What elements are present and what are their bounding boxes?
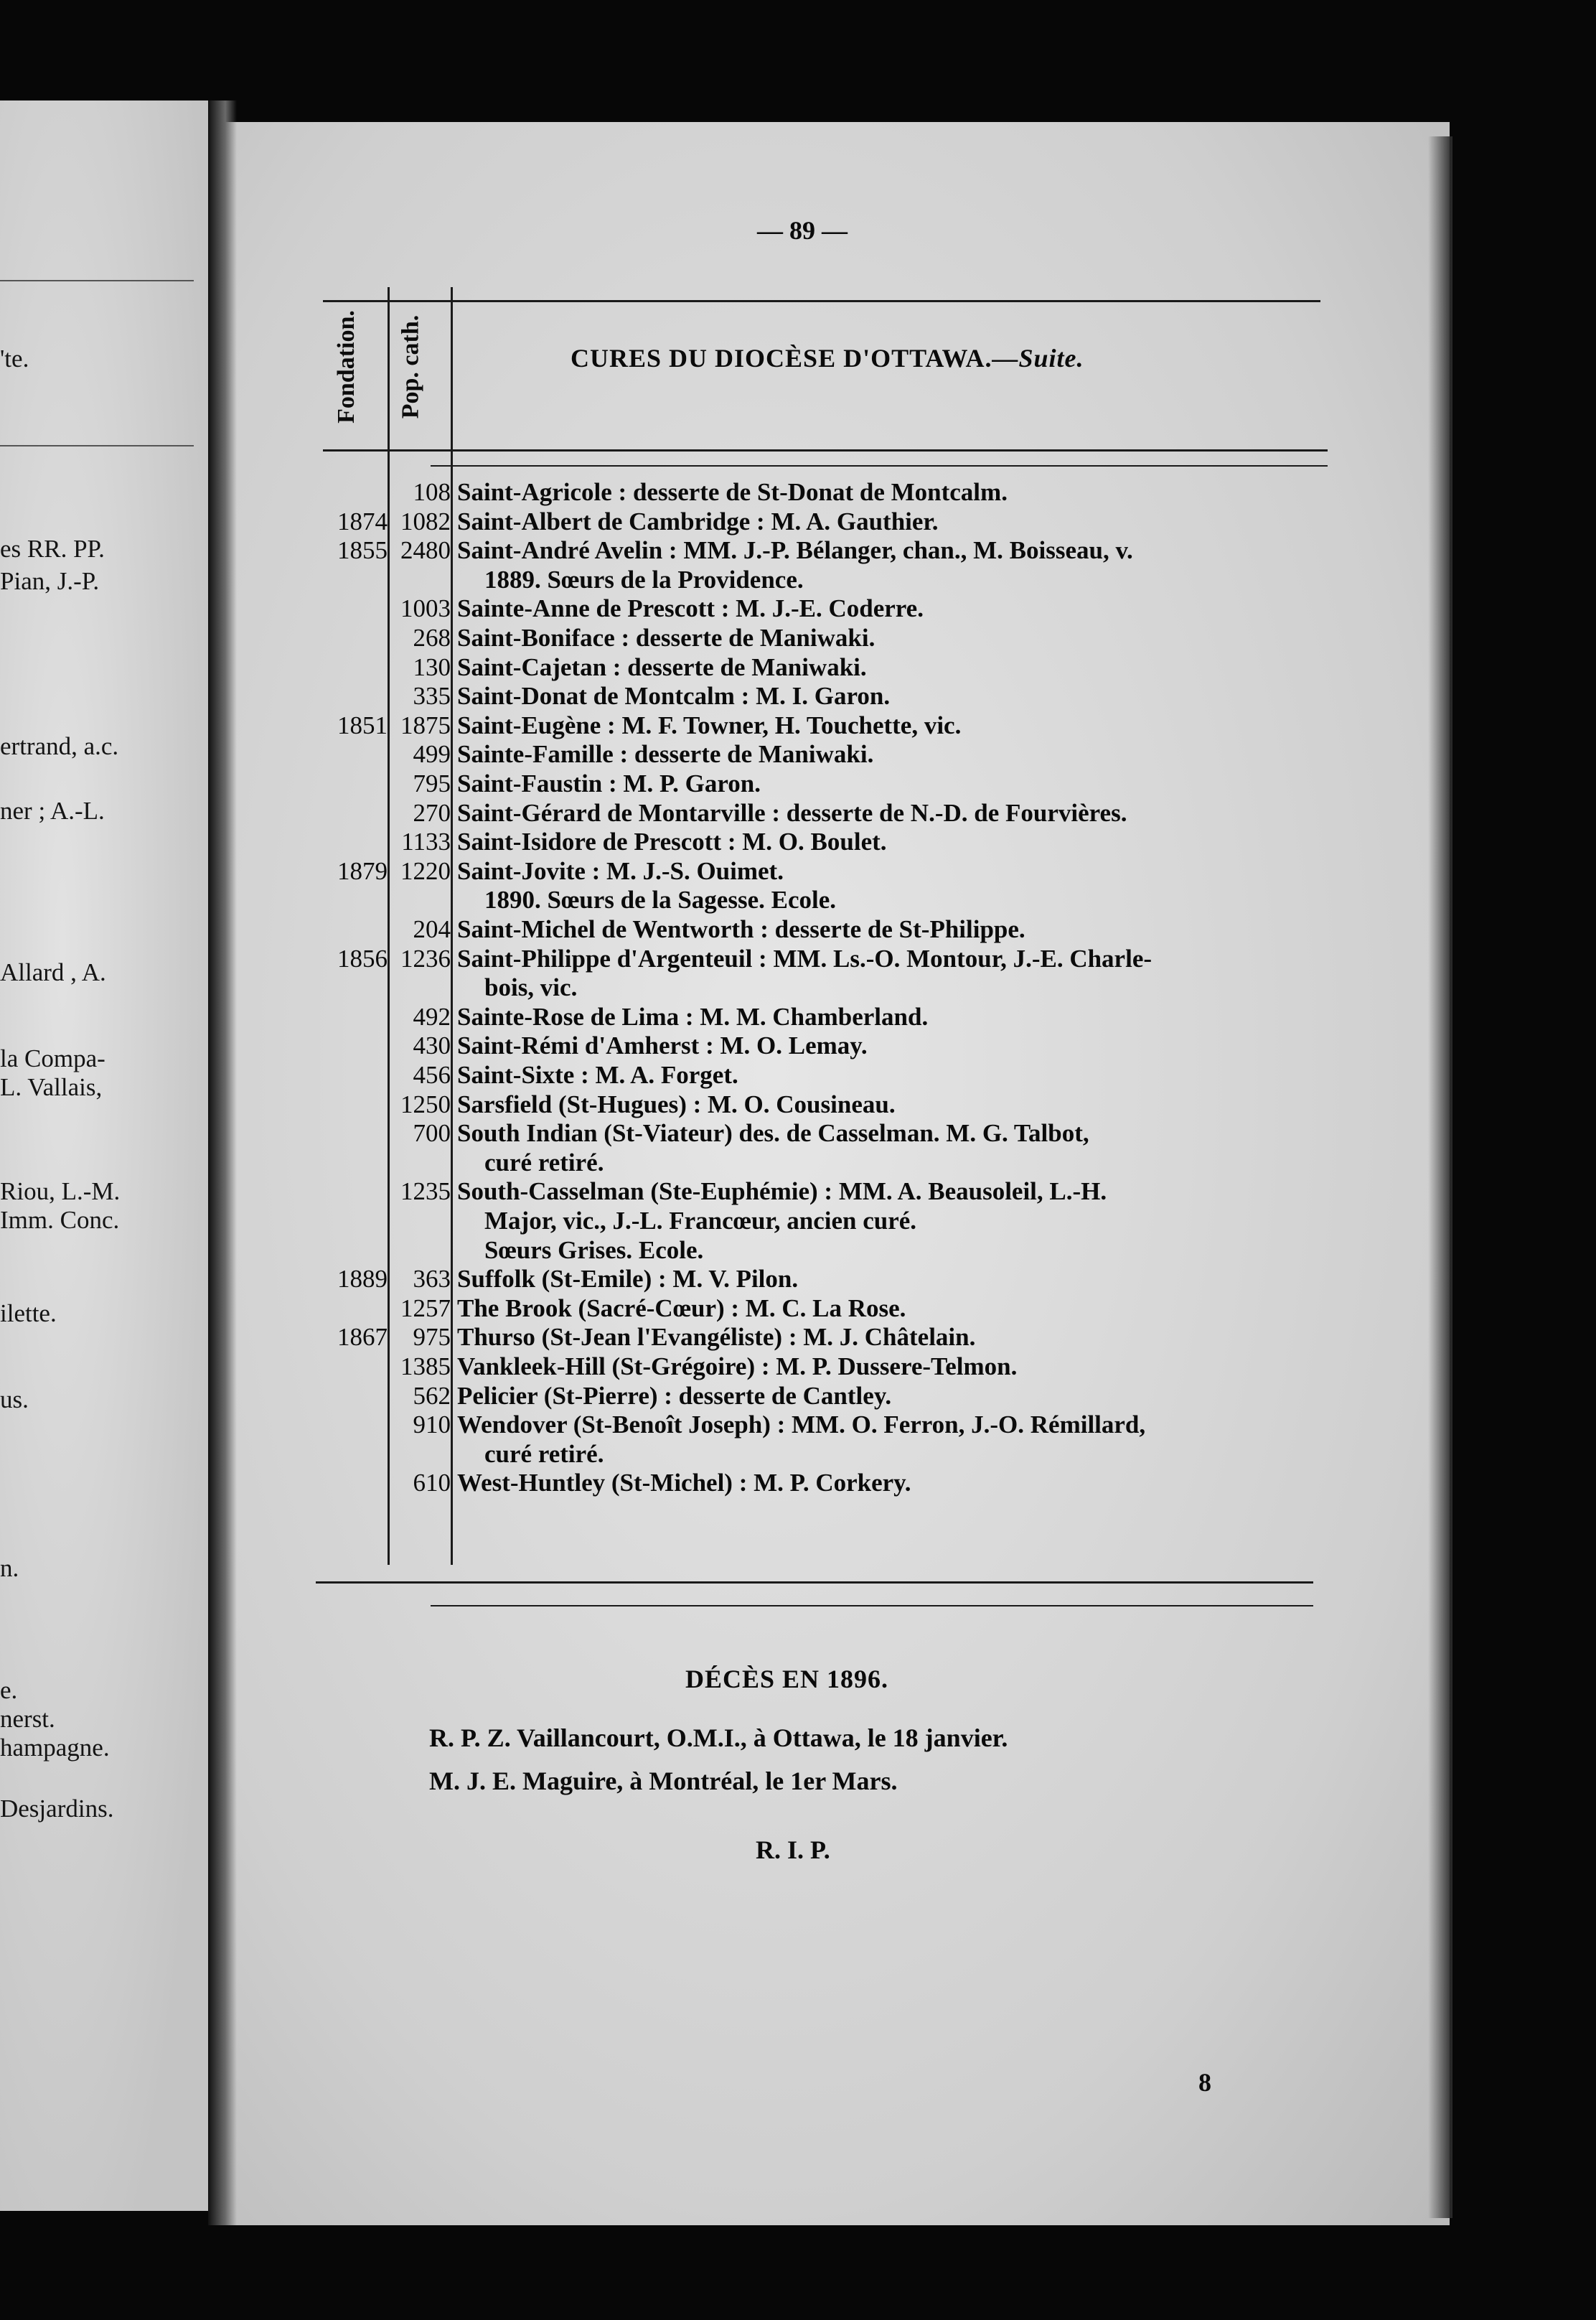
fondation-cell: 1867 (337, 1323, 388, 1351)
left-page-line: Pian, J.-P. (0, 567, 100, 595)
pop-cell: 2480 (400, 536, 451, 564)
left-page-line: Allard , A. (0, 958, 106, 986)
parish-entry: West-Huntley (St-Michel) : M. P. Corkery. (457, 1469, 911, 1497)
fondation-cell: 1889 (337, 1265, 388, 1293)
table-row (0, 1440, 1234, 1467)
pop-cell: 430 (413, 1032, 451, 1060)
title-suffix: —Suite. (992, 344, 1084, 373)
left-page-line: Riou, L.-M. (0, 1177, 121, 1205)
table-row (0, 1382, 1234, 1409)
left-page-line: nerst. (0, 1705, 55, 1733)
table-row (0, 770, 1234, 797)
pop-cell: 1385 (400, 1352, 451, 1380)
parish-entry: Major, vic., J.-L. Francœur, ancien curé. (484, 1207, 917, 1235)
table-row (0, 1119, 1234, 1146)
parish-entry: Pelicier (St-Pierre) : desserte de Cantley. (457, 1382, 892, 1410)
left-page-line: ilette. (0, 1299, 57, 1327)
parish-entry: Saint-Eugène : M. F. Towner, H. Touchette, vic. (457, 711, 962, 739)
parish-entry: Saint-Boniface : desserte de Maniwaki. (457, 624, 876, 652)
parish-entry: Saint-André Avelin : MM. J.-P. Bélanger, chan., M. Boisseau, v. (457, 536, 1133, 564)
left-page-line: la Compa- (0, 1044, 105, 1072)
parish-entry: bois, vic. (484, 973, 578, 1001)
table-row (0, 1411, 1234, 1438)
page-title (571, 343, 1084, 373)
table-row (0, 711, 1234, 739)
table-row (0, 594, 1234, 622)
table-row (0, 478, 1234, 505)
parish-entry: Saint-Philippe d'Argenteuil : MM. Ls.-O. Montour, J.-E. Charle- (457, 945, 1153, 973)
left-page-line: e. (0, 1676, 18, 1704)
pop-cell: 1257 (400, 1294, 451, 1322)
parish-entry: Saint-Michel de Wentworth : desserte de St-Philippe. (457, 915, 1025, 943)
parish-entry: Saint-Cajetan : desserte de Maniwaki. (457, 653, 867, 681)
page-edge (1428, 136, 1452, 2218)
table-row (0, 682, 1234, 709)
pop-cell: 335 (413, 682, 451, 710)
pop-cell: 270 (413, 799, 451, 827)
column-header-fondation: Fondation. (332, 310, 360, 424)
parish-entry: curé retiré. (484, 1149, 604, 1177)
fondation-cell: 1855 (337, 536, 388, 564)
table-row (0, 945, 1234, 972)
pop-cell: 1250 (400, 1090, 451, 1118)
table-row (0, 624, 1234, 651)
table-row (0, 1236, 1234, 1263)
table-row (0, 566, 1234, 593)
parish-entry: Sarsfield (St-Hugues) : M. O. Cousineau. (457, 1090, 896, 1118)
table-end-rule (316, 1581, 1313, 1584)
signature-mark: 8 (1198, 2068, 1211, 2097)
table-row (0, 915, 1234, 942)
table-row (0, 1265, 1234, 1292)
left-page-line: Imm. Conc. (0, 1206, 120, 1234)
table-row (0, 1294, 1234, 1322)
parish-entry: South-Casselman (Ste-Euphémie) : MM. A. Beausoleil, L.-H. (457, 1177, 1107, 1205)
pop-cell: 499 (413, 740, 451, 768)
table-row (0, 1469, 1234, 1496)
pop-cell: 1875 (400, 711, 451, 739)
parish-entry: Saint-Gérard de Montarville : desserte de N.-D. de Fourvières. (457, 799, 1127, 827)
pop-cell: 456 (413, 1061, 451, 1089)
fondation-cell: 1879 (337, 857, 388, 885)
parish-entry: Saint-Faustin : M. P. Garon. (457, 770, 761, 798)
header-top-rule (323, 300, 1320, 302)
table-row (0, 886, 1234, 913)
pop-cell: 1236 (400, 945, 451, 973)
table-row (0, 973, 1234, 1001)
pop-cell: 610 (413, 1469, 451, 1497)
table-row (0, 1032, 1234, 1059)
parish-entry: Thurso (St-Jean l'Evangéliste) : M. J. Châtelain. (457, 1323, 976, 1351)
fondation-cell: 1851 (337, 711, 388, 739)
parish-entry: Sainte-Famille : desserte de Maniwaki. (457, 740, 874, 768)
parish-entry: Suffolk (St-Emile) : M. V. Pilon. (457, 1265, 799, 1293)
parish-entry: Saint-Rémi d'Amherst : M. O. Lemay. (457, 1032, 868, 1060)
left-page-line: n. (0, 1554, 19, 1582)
deces-title: DÉCÈS EN 1896. (685, 1665, 889, 1693)
table-row (0, 1177, 1234, 1205)
pop-cell: 1003 (400, 594, 451, 622)
table-start-rule (431, 465, 1328, 467)
pop-cell: 108 (413, 478, 451, 506)
pop-cell: 1235 (400, 1177, 451, 1205)
pop-cell: 204 (413, 915, 451, 943)
left-page-line: 'te. (0, 345, 29, 373)
left-page-line: Desjardins. (0, 1795, 114, 1823)
parish-entry: South Indian (St-Viateur) des. de Casselman. M. G. Talbot, (457, 1119, 1089, 1147)
table-row (0, 536, 1234, 563)
parish-entry: Saint-Albert de Cambridge : M. A. Gauthier. (457, 508, 939, 535)
column-header-pop: Pop. cath. (397, 314, 424, 419)
table-row (0, 508, 1234, 535)
left-page-line: ertrand, a.c. (0, 732, 119, 760)
left-page-top-rule (0, 280, 194, 281)
pop-cell: 975 (413, 1323, 451, 1351)
rip-text: R. I. P. (756, 1835, 830, 1864)
table-end-rule-2 (431, 1605, 1313, 1606)
table-row (0, 828, 1234, 855)
header-bottom-rule (323, 449, 1328, 452)
pop-cell: 1082 (400, 508, 451, 535)
pop-cell: 1133 (401, 828, 451, 856)
left-page-line: us. (0, 1385, 29, 1413)
fondation-cell: 1856 (337, 945, 388, 973)
pop-cell: 492 (413, 1003, 451, 1031)
table-row (0, 740, 1234, 767)
table-row (0, 799, 1234, 826)
pop-cell: 795 (413, 770, 451, 798)
parish-entry: 1889. Sœurs de la Providence. (484, 566, 804, 594)
parish-entry: Saint-Sixte : M. A. Forget. (457, 1061, 738, 1089)
page-number: — 89 — (757, 216, 848, 245)
table-row (0, 1323, 1234, 1350)
parish-entry: curé retiré. (484, 1440, 604, 1468)
parish-entry: Sœurs Grises. Ecole. (484, 1236, 704, 1264)
table-row (0, 1003, 1234, 1030)
parish-entry: Sainte-Rose de Lima : M. M. Chamberland. (457, 1003, 929, 1031)
pop-cell: 700 (413, 1119, 451, 1147)
parish-entry: 1890. Sœurs de la Sagesse. Ecole. (484, 886, 836, 914)
table-row (0, 1090, 1234, 1118)
left-page-second-rule (0, 445, 194, 446)
table-row (0, 1149, 1234, 1176)
pop-cell: 562 (413, 1382, 451, 1410)
parish-entry: Saint-Isidore de Prescott : M. O. Boulet. (457, 828, 887, 856)
pop-cell: 130 (413, 653, 451, 681)
pop-cell: 1220 (400, 857, 451, 885)
parish-entry: Sainte-Anne de Prescott : M. J.-E. Coderre. (457, 594, 924, 622)
table-row (0, 1061, 1234, 1088)
table-row (0, 1207, 1234, 1234)
table-row (0, 857, 1234, 884)
pop-cell: 268 (413, 624, 451, 652)
fondation-cell: 1874 (337, 508, 388, 535)
left-page-line: ner ; A.-L. (0, 797, 105, 825)
table-row (0, 653, 1234, 680)
table-row (0, 1352, 1234, 1380)
pop-cell: 910 (413, 1411, 451, 1439)
left-page-line: es RR. PP. (0, 535, 105, 563)
parish-entry: Wendover (St-Benoît Joseph) : MM. O. Ferron, J.-O. Rémillard, (457, 1411, 1146, 1439)
pop-cell: 363 (413, 1265, 451, 1293)
parish-entry: The Brook (Sacré-Cœur) : M. C. La Rose. (457, 1294, 906, 1322)
parish-entry: Saint-Jovite : M. J.-S. Ouimet. (457, 857, 784, 885)
parish-entry: Vankleek-Hill (St-Grégoire) : M. P. Dussere-Telmon. (457, 1352, 1018, 1380)
deces-entry: R. P. Z. Vaillancourt, O.M.I., à Ottawa, le 18 janvier. (429, 1723, 1008, 1752)
left-page-line: hampagne. (0, 1734, 110, 1762)
title-text: CURES DU DIOCÈSE D'OTTAWA. (571, 344, 992, 373)
left-page-line: L. Vallais, (0, 1073, 103, 1101)
parish-entry: Saint-Agricole : desserte de St-Donat de Montcalm. (457, 478, 1008, 506)
parish-entry: Saint-Donat de Montcalm : M. I. Garon. (457, 682, 891, 710)
deces-entry: M. J. E. Maguire, à Montréal, le 1er Mars. (429, 1767, 898, 1795)
